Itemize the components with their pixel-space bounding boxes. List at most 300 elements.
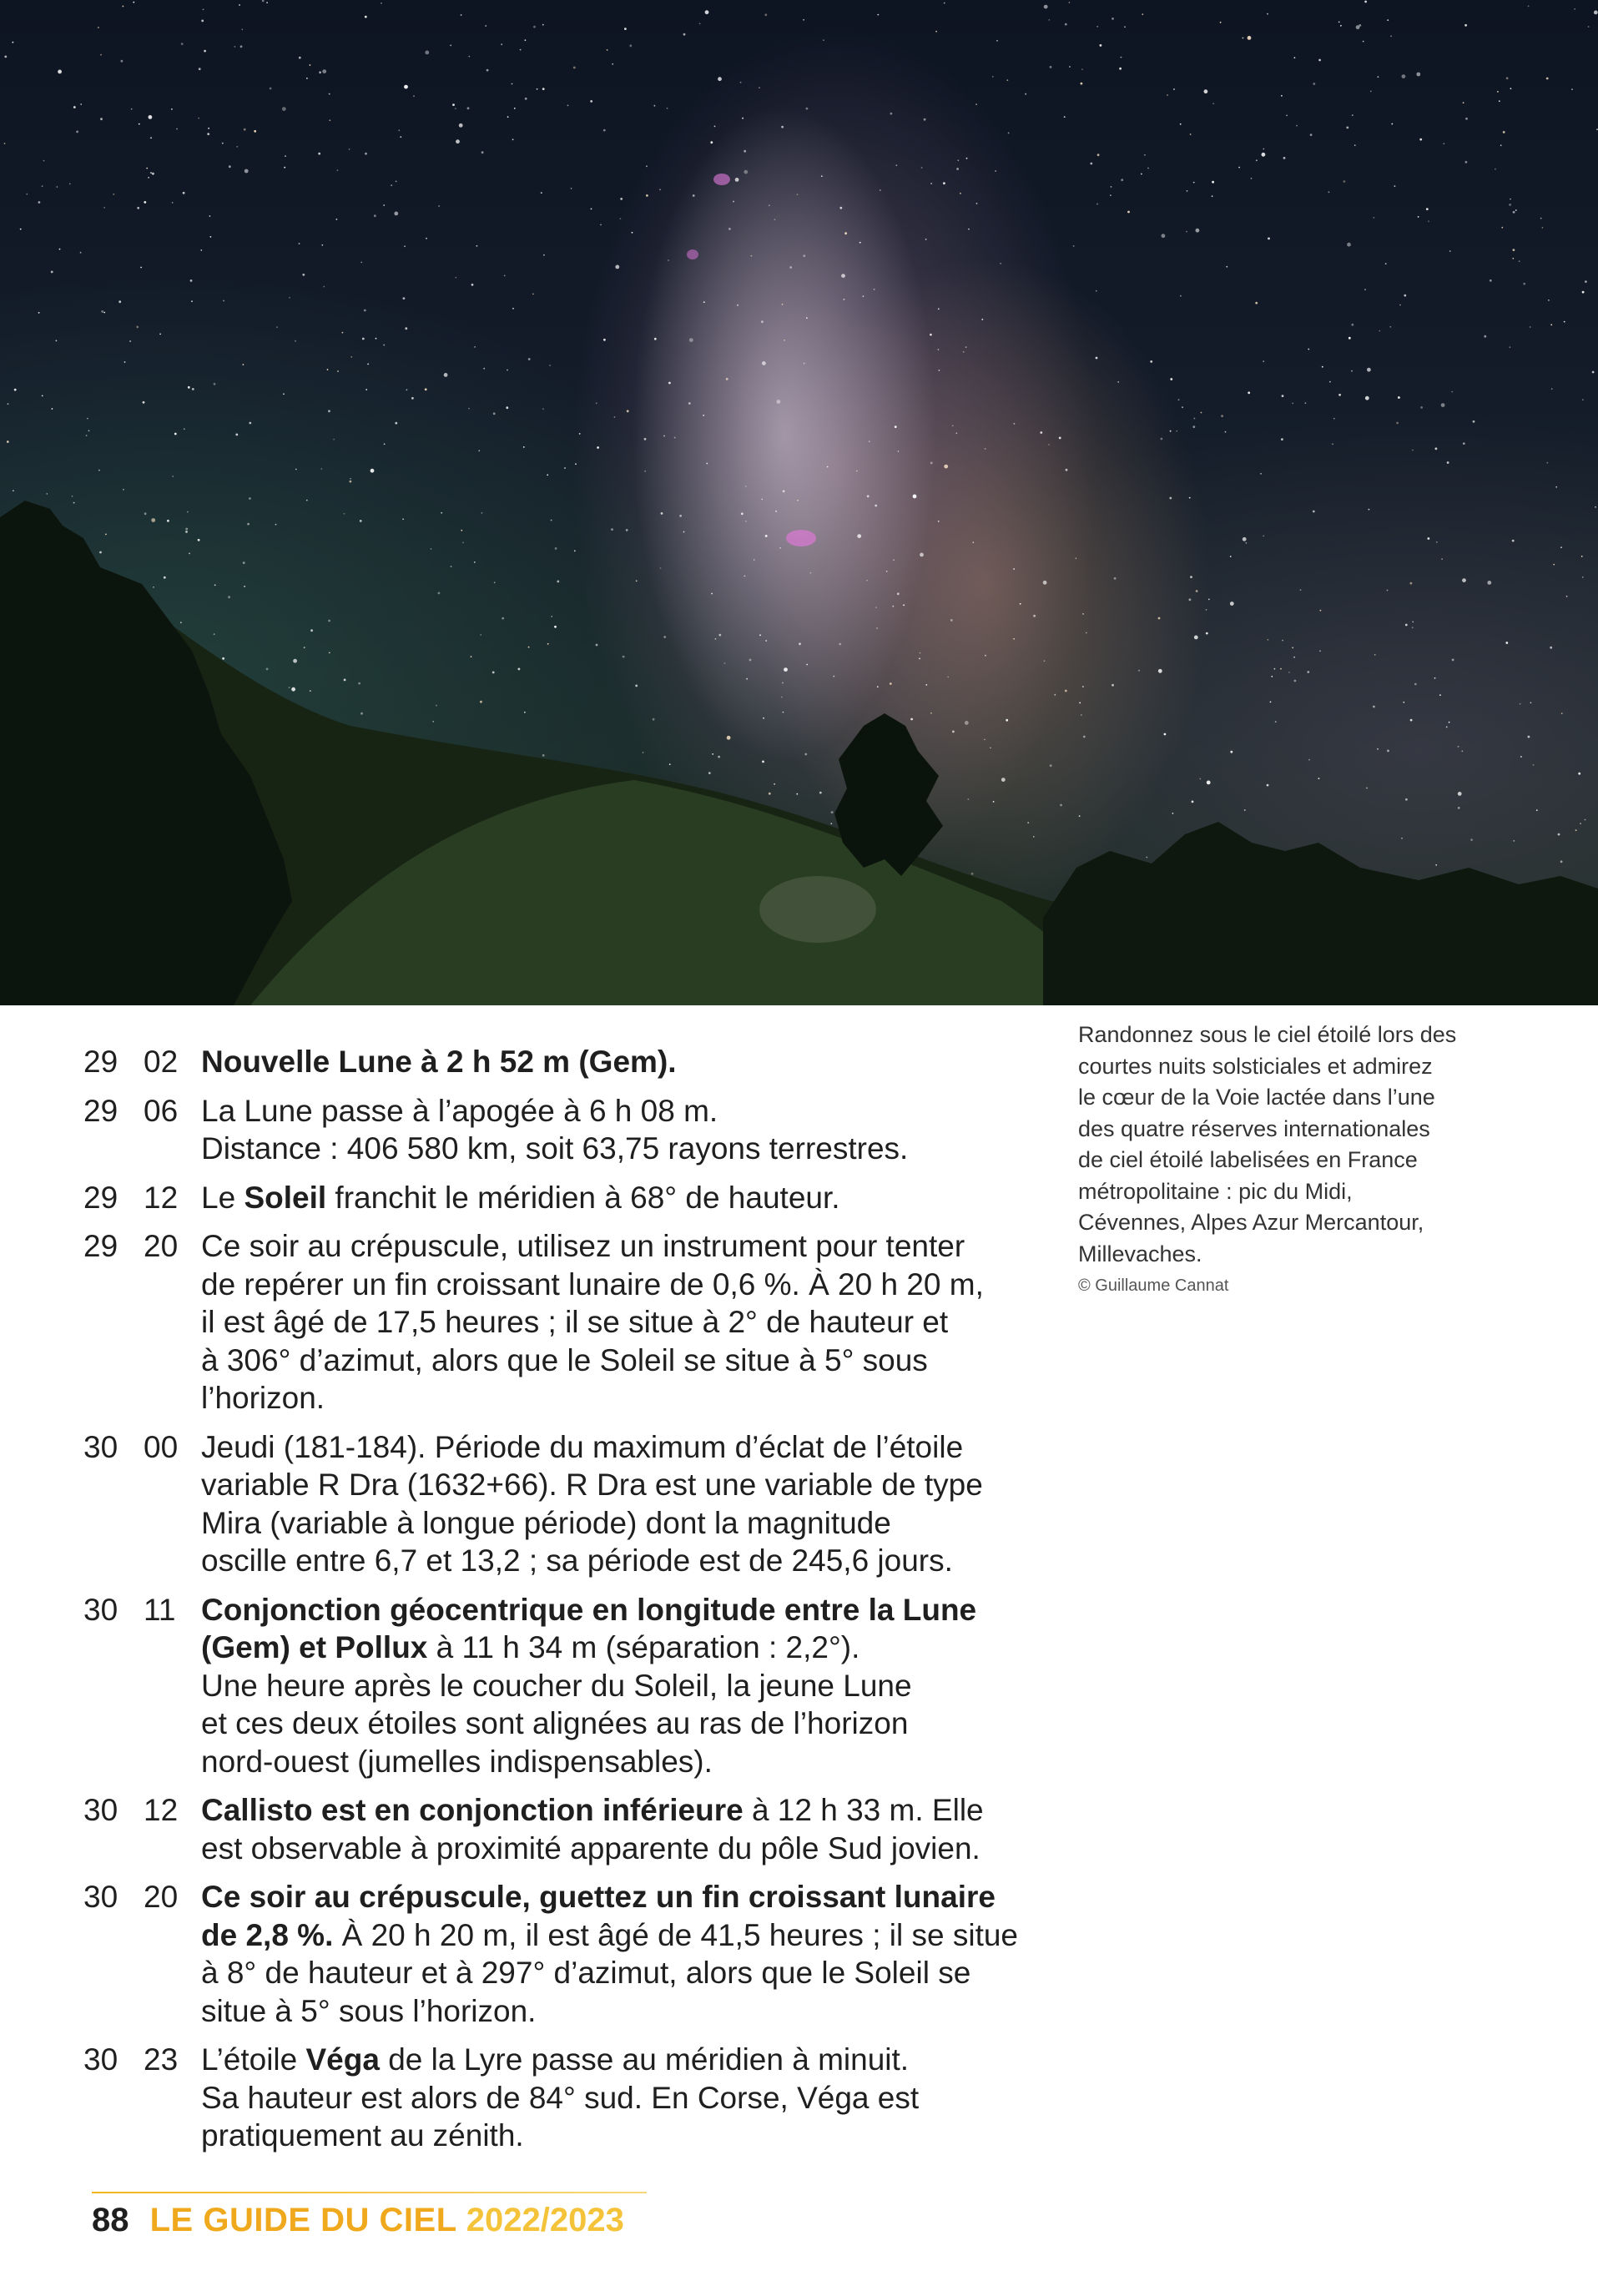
- star: [783, 712, 784, 713]
- star: [200, 249, 202, 251]
- star: [159, 334, 161, 335]
- star: [876, 627, 878, 629]
- star: [1402, 74, 1406, 78]
- star: [14, 389, 17, 391]
- star: [762, 761, 764, 763]
- star: [971, 873, 974, 875]
- star: [806, 108, 809, 110]
- star: [1251, 178, 1253, 179]
- bushes-right: [1043, 822, 1598, 1005]
- star: [1182, 406, 1183, 408]
- star: [1550, 324, 1552, 325]
- star: [451, 566, 452, 567]
- star: [1412, 627, 1414, 628]
- star: [623, 656, 625, 658]
- star: [1060, 804, 1062, 807]
- star: [1528, 6, 1530, 8]
- star: [1212, 181, 1214, 184]
- book-years: 2022/2023: [466, 2202, 624, 2238]
- star: [493, 412, 496, 415]
- star: [1343, 180, 1346, 183]
- star: [172, 202, 174, 204]
- star: [208, 128, 209, 129]
- star: [1307, 671, 1309, 673]
- star: [289, 297, 290, 299]
- star: [243, 364, 244, 365]
- star: [1446, 727, 1448, 728]
- star: [591, 209, 592, 210]
- star: [184, 428, 185, 430]
- star: [1513, 211, 1515, 214]
- event-line: [201, 2117, 1043, 2155]
- star: [799, 642, 801, 645]
- star: [1410, 719, 1413, 722]
- star: [1373, 217, 1374, 219]
- star: [1449, 722, 1450, 723]
- star: [425, 388, 427, 390]
- star: [1267, 784, 1269, 787]
- photo-credit: © Guillaume Cannat: [1078, 1276, 1229, 1295]
- event-text-run: à 12 h 33 m. Elle: [743, 1793, 984, 1827]
- star: [857, 534, 861, 538]
- event-text-run: l’horizon.: [201, 1381, 325, 1415]
- star: [804, 363, 805, 365]
- star: [98, 27, 99, 28]
- star: [762, 361, 766, 365]
- star: [1555, 486, 1557, 488]
- star: [528, 358, 531, 360]
- star: [777, 400, 781, 404]
- star: [1461, 751, 1463, 753]
- star: [1117, 381, 1119, 383]
- star: [724, 662, 726, 664]
- star: [185, 531, 188, 533]
- star: [133, 2, 134, 3]
- star: [1138, 670, 1140, 672]
- star: [984, 739, 986, 741]
- star: [718, 77, 722, 81]
- event-text-run: pratiquement au zénith.: [201, 2118, 524, 2152]
- caption-line: Randonnez sous le ciel étoilé lors des: [1078, 1022, 1457, 1047]
- star: [1512, 540, 1515, 542]
- star: [38, 201, 41, 204]
- star: [1405, 798, 1408, 801]
- star: [1412, 450, 1414, 451]
- star: [1560, 860, 1563, 863]
- star: [1288, 672, 1290, 673]
- star: [764, 13, 767, 16]
- star: [1066, 469, 1068, 471]
- star: [124, 361, 126, 363]
- event-hour: 20: [144, 1229, 179, 1263]
- star: [1268, 238, 1270, 240]
- star: [1059, 437, 1061, 440]
- star: [1033, 836, 1035, 838]
- star: [624, 28, 627, 30]
- star: [295, 469, 297, 471]
- star: [46, 493, 48, 495]
- star: [349, 149, 350, 150]
- star: [1575, 829, 1577, 831]
- star: [1096, 290, 1097, 292]
- star: [337, 370, 339, 372]
- star: [360, 262, 362, 264]
- star: [1389, 326, 1391, 328]
- star: [541, 192, 542, 194]
- star: [492, 672, 495, 674]
- star: [1013, 568, 1015, 570]
- star: [796, 793, 798, 795]
- star: [525, 98, 527, 100]
- star: [1528, 736, 1530, 738]
- star: [1270, 702, 1272, 703]
- star: [1318, 778, 1320, 779]
- star: [710, 141, 713, 144]
- star: [897, 592, 900, 595]
- star: [557, 581, 559, 583]
- star: [364, 310, 366, 312]
- star: [1006, 719, 1008, 722]
- star: [712, 753, 713, 755]
- star: [1428, 537, 1430, 540]
- star: [176, 128, 178, 130]
- event-text-bold: Soleil: [244, 1180, 327, 1215]
- star: [105, 534, 107, 536]
- star: [1065, 23, 1067, 26]
- star: [1585, 280, 1587, 283]
- event-text-run: Mira (variable à longue période) dont la magnitude: [201, 1505, 891, 1540]
- star: [1193, 182, 1195, 184]
- star: [236, 146, 238, 148]
- star: [1194, 418, 1196, 420]
- star: [1221, 415, 1223, 417]
- star: [1519, 260, 1520, 262]
- star: [1096, 357, 1098, 360]
- star: [831, 811, 834, 813]
- star: [1465, 161, 1468, 164]
- star: [573, 67, 576, 69]
- star: [56, 340, 58, 342]
- star: [1121, 57, 1122, 58]
- star: [1282, 395, 1284, 397]
- star: [1351, 370, 1353, 372]
- star: [596, 402, 597, 404]
- star: [1121, 179, 1123, 181]
- event-text-run: variable R Dra (1632+66). R Dra est une variable de type: [201, 1468, 983, 1502]
- event-line: [201, 1629, 1043, 1667]
- page-footer: [92, 2199, 624, 2241]
- star: [1281, 438, 1283, 441]
- star: [920, 652, 921, 654]
- star: [365, 16, 367, 18]
- star: [100, 118, 103, 120]
- star: [123, 489, 124, 491]
- star: [436, 705, 437, 707]
- star: [542, 88, 545, 90]
- star: [1268, 639, 1269, 641]
- star: [396, 181, 397, 183]
- star: [244, 169, 249, 174]
- photo-illustration: [0, 0, 1598, 1005]
- star: [804, 753, 807, 756]
- star: [1435, 447, 1438, 450]
- star: [1426, 208, 1429, 210]
- star: [483, 368, 485, 370]
- star: [619, 218, 621, 219]
- milky-way-photo: [0, 0, 1598, 1005]
- star: [660, 567, 662, 569]
- star: [1173, 88, 1175, 90]
- star: [38, 312, 40, 314]
- star: [867, 495, 870, 497]
- star: [1161, 438, 1163, 441]
- star: [1048, 444, 1050, 446]
- event-line: [201, 2041, 1043, 2079]
- star: [4, 143, 6, 144]
- star: [1443, 143, 1444, 144]
- star: [214, 584, 216, 586]
- star: [381, 3, 382, 4]
- star: [350, 356, 352, 358]
- star: [103, 207, 105, 209]
- star: [525, 39, 527, 41]
- star: [310, 690, 311, 692]
- star: [1081, 714, 1082, 716]
- star: [1385, 263, 1387, 264]
- star: [1396, 422, 1399, 425]
- star: [222, 143, 224, 144]
- star: [362, 338, 365, 340]
- star: [1369, 509, 1370, 511]
- star: [1025, 93, 1026, 95]
- star: [564, 467, 566, 469]
- star: [291, 687, 295, 692]
- star: [1546, 462, 1548, 464]
- star: [1262, 153, 1266, 157]
- star: [938, 349, 940, 350]
- star: [199, 68, 201, 70]
- star: [944, 3, 945, 4]
- star: [471, 656, 472, 657]
- star: [1332, 443, 1333, 445]
- star: [113, 194, 114, 195]
- star: [803, 254, 805, 257]
- star: [514, 108, 516, 109]
- caption-line: courtes nuits solsticiales et admirez: [1078, 1053, 1433, 1079]
- star: [1465, 118, 1468, 120]
- ephemeris-list: [83, 1043, 1043, 2166]
- event-text: [201, 1791, 1043, 1867]
- star: [72, 496, 73, 497]
- star: [551, 616, 552, 617]
- event-day: 29: [83, 1229, 118, 1263]
- star: [209, 215, 211, 217]
- event-text: [201, 1227, 1043, 1417]
- star: [877, 14, 879, 16]
- star: [201, 20, 204, 23]
- star: [481, 151, 484, 154]
- star: [1073, 245, 1075, 247]
- star: [769, 793, 771, 795]
- star: [1333, 418, 1335, 420]
- caption-line: des quatre réserves internationales: [1078, 1115, 1430, 1141]
- star: [1548, 300, 1550, 301]
- star: [1096, 26, 1098, 28]
- star: [761, 320, 764, 323]
- event-line: [201, 1504, 1043, 1543]
- star: [321, 244, 323, 246]
- star: [239, 4, 240, 6]
- star: [1530, 702, 1532, 703]
- event-line: [201, 1303, 1043, 1342]
- event-text-run: À 20 h 20 m, il est âgé de 41,5 heures ; il se situe: [333, 1917, 1019, 1952]
- star: [59, 249, 61, 250]
- star: [543, 254, 545, 256]
- star: [394, 212, 398, 216]
- star: [1167, 94, 1168, 96]
- event-line: [201, 1379, 1043, 1417]
- star: [1594, 11, 1598, 15]
- star: [1574, 8, 1575, 10]
- star: [1248, 36, 1252, 40]
- star: [404, 245, 406, 247]
- star: [1196, 590, 1198, 592]
- star: [1033, 615, 1036, 617]
- event-hour: 12: [144, 1793, 179, 1827]
- caption-line: de ciel étoilé labelisées en France: [1078, 1147, 1418, 1172]
- star: [1441, 558, 1443, 560]
- star: [898, 451, 900, 452]
- event-text-run: franchit le méridien à 68° de hauteur.: [326, 1180, 840, 1215]
- star: [131, 108, 133, 110]
- star: [646, 165, 648, 167]
- star: [938, 308, 940, 310]
- event-text-run: situe à 5° sous l’horizon.: [201, 1993, 537, 2028]
- event-text-run: La Lune passe à l’apogée à 6 h 08 m.: [201, 1093, 718, 1128]
- star: [99, 551, 102, 554]
- star: [551, 520, 552, 521]
- event-line: [201, 1179, 1043, 1217]
- star: [957, 159, 959, 161]
- star: [1176, 430, 1177, 432]
- star: [737, 305, 739, 306]
- star: [87, 418, 88, 420]
- star: [1595, 506, 1596, 508]
- star: [328, 620, 330, 622]
- star: [1281, 95, 1283, 97]
- star: [342, 332, 344, 334]
- star: [204, 50, 206, 53]
- star: [995, 170, 996, 172]
- event-day: 30: [83, 2042, 118, 2077]
- star: [459, 123, 463, 128]
- star: [668, 382, 671, 385]
- star: [744, 576, 746, 577]
- star: [1351, 324, 1354, 326]
- star: [614, 416, 616, 418]
- boulder: [759, 876, 876, 943]
- star: [990, 748, 991, 749]
- star: [249, 497, 251, 500]
- star: [1513, 840, 1515, 842]
- star: [1013, 638, 1015, 640]
- star: [284, 167, 285, 169]
- star: [1255, 302, 1258, 305]
- star: [1320, 610, 1322, 612]
- star: [646, 194, 648, 197]
- star: [1510, 88, 1512, 89]
- star: [391, 184, 392, 186]
- star: [890, 682, 892, 685]
- star: [1127, 211, 1130, 214]
- star: [137, 207, 139, 209]
- star: [501, 43, 502, 45]
- star: [455, 108, 456, 109]
- star: [1313, 511, 1315, 513]
- star: [1582, 291, 1585, 294]
- star: [1294, 57, 1296, 58]
- star: [1318, 59, 1321, 62]
- star: [784, 667, 788, 672]
- star: [1356, 25, 1360, 29]
- star: [1170, 378, 1172, 380]
- star: [703, 415, 704, 416]
- star: [1470, 838, 1473, 841]
- star: [431, 548, 432, 550]
- event-text-bold: (Gem) et Pollux: [201, 1630, 428, 1664]
- star: [198, 539, 200, 541]
- photo-caption: [1078, 1020, 1545, 1298]
- star: [306, 500, 308, 501]
- event-text-bold: Conjonction géocentrique en longitude entre la Lune: [201, 1592, 977, 1627]
- star: [806, 317, 808, 319]
- star: [1348, 337, 1351, 340]
- event-text-run: Ce soir au crépuscule, utilisez un instrument pour tenter: [201, 1229, 965, 1263]
- star: [866, 580, 868, 582]
- star: [1248, 391, 1250, 394]
- star: [1458, 792, 1462, 796]
- star: [875, 607, 877, 608]
- star: [705, 10, 709, 14]
- event-text-bold: Ce soir au crépuscule, guettez un fin croissant lunaire: [201, 1880, 996, 1914]
- star: [384, 443, 386, 445]
- star: [1172, 813, 1174, 814]
- star: [1560, 546, 1562, 548]
- star: [502, 617, 504, 620]
- star: [504, 275, 506, 277]
- star: [952, 425, 954, 426]
- star: [921, 167, 923, 169]
- star: [293, 659, 297, 663]
- event-row: [83, 1791, 1043, 1867]
- star: [486, 69, 489, 72]
- star: [467, 107, 470, 109]
- star: [1513, 249, 1515, 251]
- star: [1263, 149, 1264, 150]
- star: [240, 45, 243, 48]
- star: [1141, 174, 1142, 175]
- star: [1267, 13, 1268, 15]
- star: [930, 462, 933, 465]
- star: [1190, 576, 1192, 578]
- star: [1180, 295, 1182, 297]
- star: [930, 183, 932, 184]
- star: [1452, 659, 1454, 662]
- star: [1043, 581, 1047, 585]
- star: [123, 6, 124, 8]
- star: [400, 136, 401, 138]
- star: [360, 712, 363, 715]
